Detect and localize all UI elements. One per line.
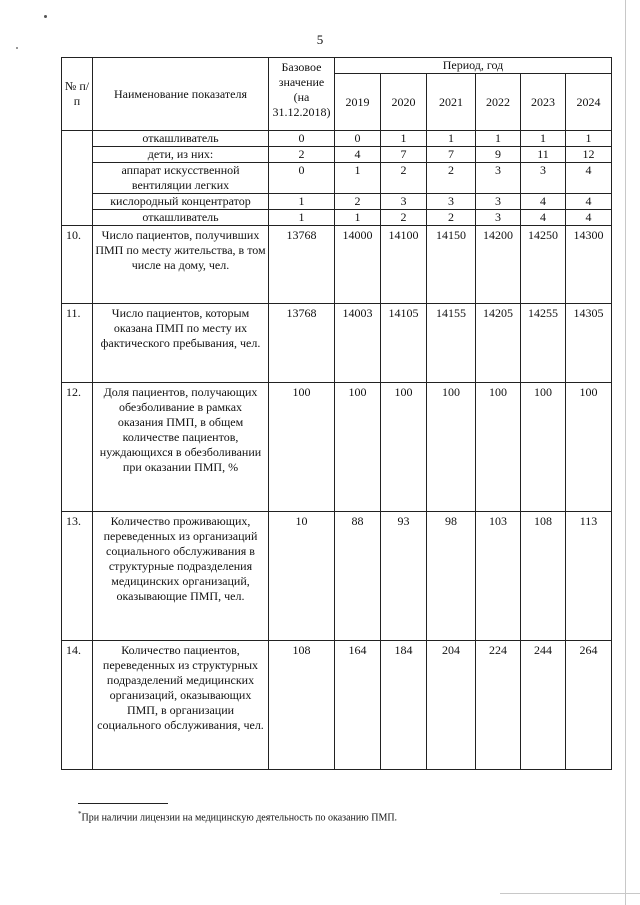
- cell-value: 3: [476, 194, 521, 210]
- row-no: 10.: [62, 226, 93, 304]
- header-year: 2022: [476, 74, 521, 131]
- header-name: Наименование показателя: [93, 58, 269, 131]
- scan-edge-line: [625, 0, 626, 905]
- cell-base: 13768: [269, 226, 335, 304]
- cell-value: 4: [521, 194, 566, 210]
- cell-value: 3: [476, 163, 521, 194]
- cell-value: 14300: [566, 226, 612, 304]
- header-period: Период, год: [335, 58, 612, 74]
- cell-base: 1: [269, 194, 335, 210]
- footnote-text: При наличии лицензии на медицинскую деятельность по оказанию ПМП.: [81, 812, 398, 824]
- cell-value: 1: [427, 131, 476, 147]
- cell-value: 113: [566, 512, 612, 641]
- cell-value: 14155: [427, 304, 476, 383]
- row-name: Число пациентов, которым оказана ПМП по месту их фактического пребывания, чел.: [93, 304, 269, 383]
- cell-value: 3: [521, 163, 566, 194]
- cell-value: 244: [521, 641, 566, 770]
- cell-value: 2: [335, 194, 381, 210]
- scan-edge-line: [500, 893, 640, 894]
- cell-value: 1: [335, 210, 381, 226]
- header-base: Базовое значение (на 31.12.2018): [269, 58, 335, 131]
- cell-value: 1: [335, 163, 381, 194]
- cell-base: 1: [269, 210, 335, 226]
- row-name: Доля пациентов, получающих обезболивание в рамках оказания ПМП, в общем количестве пациентов, нуждающихся в обезболивании при оказании ПМП, %: [93, 383, 269, 512]
- footnote: [78, 810, 397, 823]
- sub-row-name: откашливатель: [93, 210, 269, 226]
- cell-value: 103: [476, 512, 521, 641]
- sub-row: [62, 163, 612, 194]
- sub-row-no: [62, 131, 93, 226]
- cell-value: 1: [381, 131, 427, 147]
- sub-row: [62, 194, 612, 210]
- cell-value: 3: [427, 194, 476, 210]
- row-name: Число пациентов, получивших ПМП по месту жительства, в том числе на дому, чел.: [93, 226, 269, 304]
- cell-value: 14200: [476, 226, 521, 304]
- table-row: [62, 226, 612, 304]
- cell-value: 100: [335, 383, 381, 512]
- cell-value: 93: [381, 512, 427, 641]
- table-row: [62, 641, 612, 770]
- sub-row: [62, 210, 612, 226]
- cell-base: 2: [269, 147, 335, 163]
- cell-value: 11: [521, 147, 566, 163]
- sub-row: [62, 131, 612, 147]
- cell-base: 0: [269, 163, 335, 194]
- row-no: 14.: [62, 641, 93, 770]
- cell-base: 0: [269, 131, 335, 147]
- cell-value: 2: [427, 210, 476, 226]
- header-year: 2021: [427, 74, 476, 131]
- sub-row-name: аппарат искусственной вентиляции легких: [93, 163, 269, 194]
- sub-row-name: откашливатель: [93, 131, 269, 147]
- cell-value: 14150: [427, 226, 476, 304]
- sub-row-name: дети, из них:: [93, 147, 269, 163]
- cell-value: 88: [335, 512, 381, 641]
- row-name: Количество проживающих, переведенных из организаций социального обслуживания в структурные подразделения медицинских организаций, оказывающие ПМП, чел.: [93, 512, 269, 641]
- table-row: [62, 304, 612, 383]
- cell-value: 14205: [476, 304, 521, 383]
- cell-value: 14255: [521, 304, 566, 383]
- cell-value: 108: [521, 512, 566, 641]
- row-no: 12.: [62, 383, 93, 512]
- cell-value: 14250: [521, 226, 566, 304]
- cell-value: 100: [427, 383, 476, 512]
- cell-value: 12: [566, 147, 612, 163]
- cell-value: 184: [381, 641, 427, 770]
- table-row: [62, 512, 612, 641]
- cell-value: 7: [381, 147, 427, 163]
- page-number: 5: [316, 32, 324, 47]
- sub-row-name: кислородный концентратор: [93, 194, 269, 210]
- cell-value: 1: [476, 131, 521, 147]
- header-year: 2024: [566, 74, 612, 131]
- cell-value: 4: [335, 147, 381, 163]
- cell-value: 100: [381, 383, 427, 512]
- cell-value: 4: [566, 210, 612, 226]
- scan-speck: [44, 15, 47, 18]
- cell-value: 1: [566, 131, 612, 147]
- table-row: [62, 383, 612, 512]
- header-year: 2023: [521, 74, 566, 131]
- cell-value: 2: [381, 210, 427, 226]
- cell-base: 10: [269, 512, 335, 641]
- header-row: [62, 58, 612, 74]
- cell-value: 4: [566, 163, 612, 194]
- cell-value: 98: [427, 512, 476, 641]
- row-no: 13.: [62, 512, 93, 641]
- header-year: 2020: [381, 74, 427, 131]
- row-no: 11.: [62, 304, 93, 383]
- header-year: 2019: [335, 74, 381, 131]
- cell-value: 264: [566, 641, 612, 770]
- cell-value: 4: [521, 210, 566, 226]
- row-name: Количество пациентов, переведенных из структурных подразделений медицинских организаций, оказывающих ПМП, в организации социального обслуживания, чел.: [93, 641, 269, 770]
- cell-value: 14100: [381, 226, 427, 304]
- cell-value: 14003: [335, 304, 381, 383]
- footnote-marker: *: [78, 810, 82, 818]
- cell-value: 164: [335, 641, 381, 770]
- cell-value: 14305: [566, 304, 612, 383]
- cell-value: 7: [427, 147, 476, 163]
- cell-base: 13768: [269, 304, 335, 383]
- cell-value: 14105: [381, 304, 427, 383]
- cell-value: 224: [476, 641, 521, 770]
- cell-value: 3: [381, 194, 427, 210]
- cell-value: 2: [427, 163, 476, 194]
- cell-value: 100: [521, 383, 566, 512]
- cell-value: 3: [476, 210, 521, 226]
- footnote-separator: [78, 803, 168, 804]
- cell-base: 100: [269, 383, 335, 512]
- cell-value: 9: [476, 147, 521, 163]
- cell-base: 108: [269, 641, 335, 770]
- sub-row: [62, 147, 612, 163]
- cell-value: 100: [476, 383, 521, 512]
- indicator-table: [61, 57, 612, 770]
- cell-value: 2: [381, 163, 427, 194]
- cell-value: 0: [335, 131, 381, 147]
- cell-value: 4: [566, 194, 612, 210]
- header-no: № п/п: [62, 58, 93, 131]
- cell-value: 100: [566, 383, 612, 512]
- cell-value: 204: [427, 641, 476, 770]
- cell-value: 14000: [335, 226, 381, 304]
- cell-value: 1: [521, 131, 566, 147]
